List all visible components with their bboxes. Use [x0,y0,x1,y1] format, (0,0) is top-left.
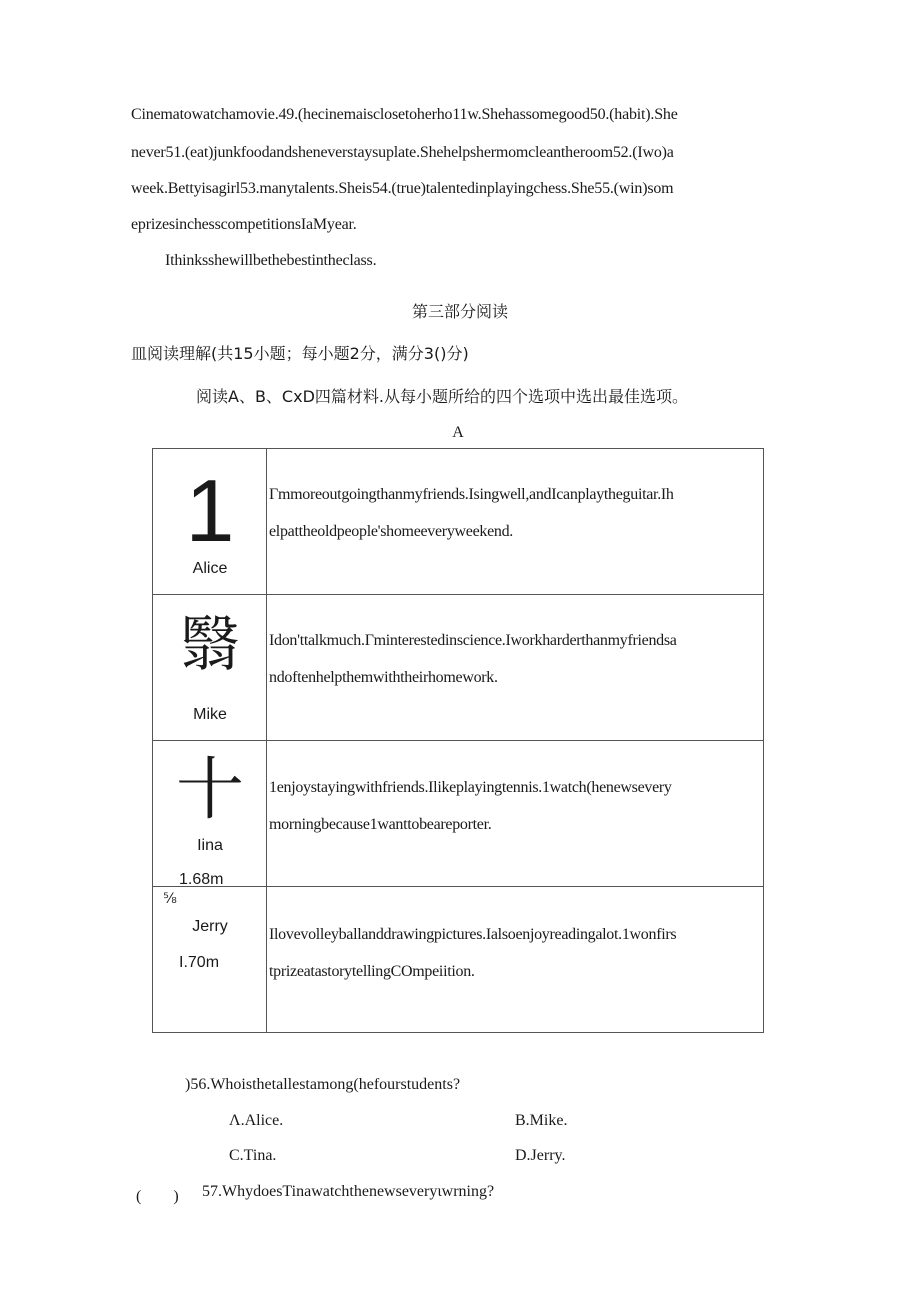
profile-desc-line: Idon'ttalkmuch.Γminterestedinscience.Iworkharderthanmyfriendsa [269,632,677,649]
profile-photo-cell [153,741,267,887]
question-56-option-d: D.Jerry. [515,1147,566,1164]
part-label: A [452,424,464,441]
profile-name: Alice [192,560,228,577]
question-56-option-b: B.Mike. [515,1112,568,1129]
profile-desc-line: morningbecause1wanttobeareporter. [269,816,492,833]
table-row [153,595,764,741]
passage-line-1: Cinematowatchamovie.49.(hecinemaisclosetoherho11w.Shehassomegood50.(habit).She [131,106,678,123]
photo-glyph: ⅝ [163,891,177,907]
table-row [153,449,764,595]
profile-desc-line: 1enjoystayingwithfriends.Ilikeplayingtennis.1watch(henewsevery [269,779,672,796]
question-56-option-a: Λ.Alice. [229,1112,284,1129]
profile-photo-cell [153,449,267,595]
profile-desc-line: Ilovevolleyballanddrawingpictures.Ialsoenjoyreadingalot.1wonfirs [269,926,677,943]
profiles-table [152,448,764,1033]
passage-line-3: week.Bettyisagirl53.manytalents.Sheis54.(true)talentedinplayingchess.She55.(win)som [131,180,674,197]
passage-line-2: never51.(eat)junkfoodandsheneverstaysuplate.Shehelpshermomcleantheroom52.(Iwo)a [131,144,674,161]
profile-height: I.70m [179,954,220,971]
profile-name: Mike [193,706,227,723]
profile-photo-cell [153,595,267,741]
question-57-bracket: ( ) [136,1188,179,1205]
question-56-stem: )56.Whoisthetallestamong(hefourstudents? [185,1076,461,1093]
passage-line-4: eprizesinchesscompetitionsIaMyear. [131,216,357,233]
profile-desc-cell [267,449,764,595]
section-title: 第三部分阅读 [411,302,508,321]
profile-desc-line: elpattheoldpeople'shomeeveryweekend. [269,523,513,540]
profile-desc-line: Γmmoreoutgoingthanmyfriends.Isingwell,andIcanplaytheguitar.Ih [269,486,674,503]
profile-name: Iina [197,837,223,854]
profile-desc-line: tprizeatastorytellingCOmpeiition. [269,963,475,980]
profile-desc-cell [267,741,764,887]
profile-desc-cell [267,595,764,741]
photo-glyph: 十 [175,751,244,830]
photo-glyph: 1 [185,461,235,560]
profile-name: Jerry [192,918,228,935]
table-row [153,741,764,887]
photo-glyph: 翳 [180,610,240,680]
section-heading: 皿阅读理解(共15小题；每小题2分，满分3()分) [131,344,469,363]
table-row [153,887,764,1033]
question-57-stem: 57.WhydoesTinawatchthenewseveryιwrning? [202,1183,495,1200]
profile-photo-cell [153,887,267,1033]
passage-closing: Ithinksshewillbethebestintheclass. [165,252,377,269]
profile-height: 1.68m [179,871,224,888]
profile-desc-line: ndoftenhelpthemwiththeirhomework. [269,669,498,686]
section-instruction: 阅读A、B、CxD四篇材料.从每小题所给的四个选项中选出最佳选项。 [196,387,688,406]
question-56-option-c: C.Tina. [229,1147,277,1164]
profile-desc-cell [267,887,764,1033]
